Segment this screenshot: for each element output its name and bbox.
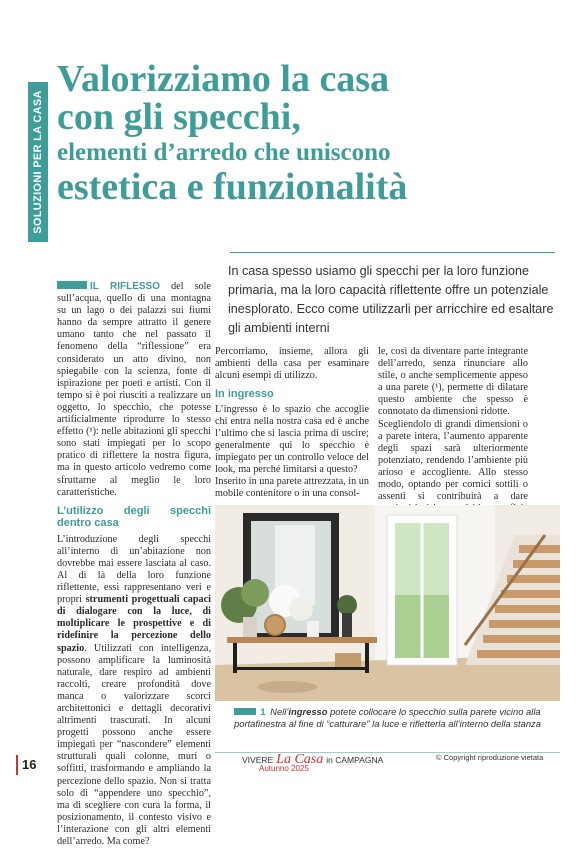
paragraph-inserito: Inserito in una parete attrezzata, in un mobile contenitore o in una consol-: [215, 476, 369, 500]
brand-script: La Casa: [276, 752, 324, 767]
entryway-illustration: [215, 505, 560, 701]
caption-text: potete collocare lo specchio sulla parete vicino alla portafinestra al fine di “catturare” la luce e rifletterla all’interno della stanza: [234, 706, 541, 729]
paragraph-text: L’introduzione degli specchi all’interno di un’abitazione non dovrebbe mai essere lasciata al caso. Al di là della loro funzione riflettente, essi rappresentano veri e propri: [57, 533, 211, 606]
section-tab: [28, 82, 48, 242]
body-column-2: [215, 346, 369, 501]
copyright-notice: © Copyright riproduzione vietata: [436, 753, 544, 762]
caption-bold: ingresso: [288, 706, 328, 717]
lead-bar: [57, 281, 87, 289]
title-line-3: elementi d’arredo che uniscono: [57, 139, 391, 166]
kicker: IL RIFLESSO: [90, 281, 161, 292]
subhead-utilizzo: L’utilizzo degli specchi dentro casa: [57, 504, 211, 530]
title-line-2: con gli specchi,: [57, 96, 301, 138]
title-line-4: estetica e funzionalità: [57, 166, 408, 208]
paragraph-scegliendolo: Scegliendolo di grandi dimensioni o a parete intera, l’aumento apparente degli spazi sarà ulteriormente potenziato, rendendo l’ambiente più arioso e accogliente. Allo stesso modo, optando per cornici sottili o assenti si contribuirà a dare: [378, 418, 528, 503]
paragraph-consolle: le, così da diventare parte integrante dell’arredo, senza rinunciare allo stile, o anche semplicemente appeso a una parete (¹), permette di dilatare questo ambiente che spesso è connotato da dimensioni ridotte.: [378, 346, 528, 418]
page-number: 16: [16, 753, 44, 777]
body-column-1: [57, 281, 211, 848]
article-title: [57, 60, 557, 206]
intro-paragraph: [57, 281, 211, 499]
brand-left: VIVERE: [242, 755, 274, 765]
paragraph-utilizzo: [57, 534, 211, 848]
intro-text: del sole sull’acqua, quello di una montagna su un lago o dei palazzi sui fiumi hanno da sempre attratto il genere umano tanto che nel passato il fenomeno della “riflessione” era considerato un atto divino, non spiegabile con la scienza, fonte di ispirazione per poeti e artisti. Con il tempo si è poi riusciti a realizzare un oggetto, lo specchio, che potesse artificialmente riprodurre lo stesso effetto (¹): nelle abitazioni gli specchi sono stati impiegati per lo scopo pratico di riflettere la nostra figura, ma in questo articolo vedremo come sfruttarne al meglio le loro caratteristiche.: [57, 281, 211, 498]
brand-right: in CAMPAGNA: [326, 755, 384, 765]
caption-bar: [234, 708, 256, 715]
section-tab-label: SOLUZIONI PER LA CASA: [32, 90, 44, 234]
paragraph-text: . Utilizzati con intelligenza, possono amplificare la luminosità naturale, dare respiro ad ambienti raccolti, creare profondità dove manca o valorizzare scorci architettonici e dettagli decorativi altrimenti trascurati. In alcuni progetti possono anche essere impiegati per “nascondere” elementi strutturali quali colonne, muri o soffitti, trasformando e ampliando la percezione dello spazio. Non si tratta solo di “appendere uno specchio”, ma di scegliere con cura la forma, il posizionamento, il contesto visivo e l’interazione con gli altri elementi dell’arredo. Ma come?: [57, 642, 211, 848]
article-deck: In casa spesso usiamo gli specchi per la loro funzione primaria, ma la loro capacità riflettente offre un potenziale inesplorato. Ecco come utilizzarli per arricchire ed esaltare gli ambienti interni: [228, 264, 554, 335]
subhead-ingresso: In ingresso: [215, 388, 274, 401]
paragraph-percorriamo: Percorriamo, insieme, allora gli ambienti della casa per esaminare alcuni esempi di utilizzo.: [215, 346, 369, 382]
issue-label: Autunno 2025: [259, 764, 309, 773]
entryway-photo: [215, 505, 560, 701]
paragraph-bold: strumenti progettuali capaci di dialogare con la luce, di moltiplicare le prospettive e di ridefinire la percezione dello spazio: [57, 594, 211, 654]
photo-caption: [215, 706, 560, 730]
caption-number: 1: [260, 706, 266, 717]
deck-divider: [230, 252, 555, 253]
title-line-1: Valorizziamo la casa: [57, 58, 390, 100]
body-column-3: [378, 346, 528, 515]
caption-text: Nell’: [267, 706, 289, 717]
paragraph-ingresso: L’ingresso è lo spazio che accoglie chi entra nella nostra casa ed è anche l’ultimo che si lascia prima di uscire; generalmente qui lo specchio è impiegato per un controllo veloce del look, ma perché limitarsi a questo?: [215, 403, 369, 476]
